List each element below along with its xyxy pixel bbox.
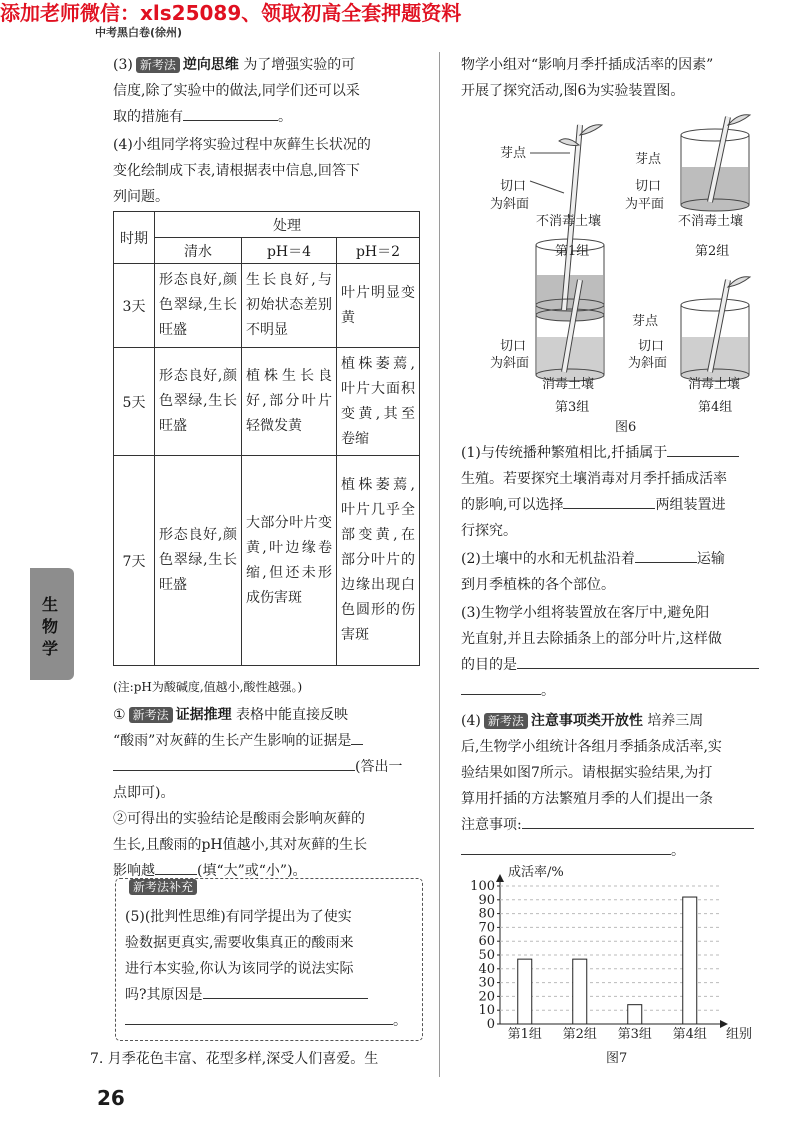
supp-line3: 进行本实验,你认为该同学的说法实际: [125, 961, 354, 977]
supp-line2: 验数据更真实,需要收集真正的酸雨来: [125, 935, 354, 951]
q1-line4: 行探究。: [461, 523, 517, 539]
fig-label: 切口: [635, 179, 662, 194]
table-note: (注:pH为酸碱度,值越小,酸性越强。): [113, 680, 303, 694]
q3r-line4: 。: [461, 678, 555, 704]
x-tick-label: 第1组: [507, 1027, 542, 1042]
sub1-line3: (答出一: [113, 754, 402, 780]
q4-line3: 列问题。: [113, 189, 169, 205]
q4-line2: 变化绘制成下表,请根据表中信息,回答下: [113, 163, 360, 179]
table-row: [114, 456, 420, 666]
table-cell: 叶片明显变黄: [337, 264, 420, 348]
sub2-line3: 影响越 (填“大”或“小”)。: [113, 863, 307, 879]
page-number: 26: [97, 1086, 125, 1110]
table-cell: 形态良好,颜色翠绿,生长旺盛: [155, 264, 242, 348]
fig-label: 为平面: [625, 197, 665, 212]
fig-label: 为斜面: [628, 356, 668, 371]
answer-blank[interactable]: [522, 828, 754, 829]
period-header: 时期: [114, 212, 155, 264]
q4r-line5: 注意事项:: [461, 812, 754, 838]
fig-label: 为斜面: [490, 197, 530, 212]
fig-label: 芽点: [635, 152, 662, 167]
q4r-line2: 后,生物学小组统计各组月季插条成活率,实: [461, 739, 722, 755]
answer-blank[interactable]: [461, 694, 541, 695]
q3r-line2: 光直射,并且去除插条上的部分叶片,这样做: [461, 631, 722, 647]
answer-blank[interactable]: [635, 562, 697, 563]
q1-line3: 的影响,可以选择 两组装置进: [461, 497, 726, 513]
subject-side-tab: 生物学: [30, 568, 74, 680]
col-header: pH＝4: [242, 238, 337, 264]
chart-title: 图7: [606, 1051, 628, 1066]
supp-line4: 吗?其原因是: [125, 982, 368, 1008]
fig6-caption: 图6: [615, 420, 637, 435]
period-cell: 5天: [114, 348, 155, 456]
bar: [518, 959, 532, 1024]
col-header: 清水: [155, 238, 242, 264]
fig-label: 不消毒土壤: [536, 214, 602, 229]
y-tick-label: 80: [478, 906, 495, 922]
fig-label: 切口: [500, 339, 527, 354]
sub1-line1: ① 新考法 证据推理 表格中能直接反映: [113, 707, 349, 723]
answer-blank[interactable]: [113, 770, 355, 771]
q7-line: 7. 月季花色丰富、花型多样,深受人们喜爱。生: [90, 1051, 379, 1067]
table-cell: 形态良好,颜色翠绿,生长旺盛: [155, 348, 242, 456]
q3-line3: 取的措施有 。: [113, 109, 292, 125]
watermark: 添加老师微信：xls25089、领取初高全套押题资料: [0, 1, 462, 25]
bar: [628, 1005, 642, 1024]
chart-ylabel: 成活率/%: [508, 865, 564, 880]
y-tick-label: 90: [478, 892, 495, 908]
x-tick-label: 第3组: [617, 1027, 652, 1042]
right-intro2: 开展了探究活动,图6为实验装置图。: [461, 83, 685, 99]
q2-line2: 到月季植株的各个部位。: [461, 577, 615, 593]
fig-label: 消毒土壤: [688, 377, 741, 392]
table-cell: 生长良好,与初始状态差别不明显: [242, 264, 337, 348]
table-row: [114, 264, 420, 348]
supp-line1: (5)(批判性思维)有同学提出为了使实: [125, 909, 352, 925]
q4r-line6: 。: [461, 838, 685, 864]
q1-line2: 生殖。若要探究土壤消毒对月季扦插成活率: [461, 471, 727, 487]
y-tick-label: 100: [470, 879, 495, 894]
sub1-line4: 点即可)。: [113, 785, 175, 801]
q4-line1: (4)小组同学将实验过程中灰藓生长状况的: [113, 137, 371, 153]
q3-line1: (3) 新考法 逆向思维 为了增强实验的可: [113, 57, 356, 73]
sub2-line2: 生长,且酸雨的pH值越小,其对灰藓的生长: [113, 837, 368, 853]
period-cell: 3天: [114, 264, 155, 348]
fig-label: 芽点: [500, 146, 527, 161]
fig-group-name: 第4组: [698, 400, 733, 415]
y-tick-label: 0: [486, 1017, 495, 1032]
new-method-tag: 新考法: [484, 713, 528, 729]
answer-blank[interactable]: [125, 1024, 393, 1025]
q4r-line1: (4) 新考法 注意事项类开放性 培养三周: [461, 713, 704, 729]
q3-line2: 信度,除了实验中的做法,同学们还可以采: [113, 83, 360, 99]
new-method-tag: 新考法: [129, 707, 173, 723]
q3r-line1: (3)生物学小组将装置放在客厅中,避免阳: [461, 605, 710, 621]
x-tick-label: 第4组: [672, 1027, 707, 1042]
supplement-title: 新考法补充: [125, 879, 201, 895]
new-method-tag: 新考法: [136, 57, 180, 73]
sub2-line1: ②可得出的实验结论是酸雨会影响灰藓的: [113, 811, 365, 827]
page-header: 中考黑白卷(徐州): [95, 26, 183, 39]
fig-group-name: 第2组: [695, 244, 730, 259]
column-divider: [439, 52, 440, 1077]
table-row: [114, 348, 420, 456]
table-cell: 大部分叶片变黄,叶边缘卷缩,但还未形成伤害斑: [242, 456, 337, 666]
answer-blank[interactable]: [517, 668, 759, 669]
answer-blank[interactable]: [183, 120, 278, 121]
q4r-line3: 验结果如图7所示。请根据实验结果,为打: [461, 765, 713, 781]
x-tick-label: 第2组: [562, 1027, 597, 1042]
y-tick-label: 10: [478, 1003, 495, 1019]
q1-line1: (1)与传统播种繁殖相比,扦插属于: [461, 440, 739, 466]
answer-blank[interactable]: [203, 998, 368, 999]
figure-7-chart: [460, 858, 780, 1070]
y-tick-label: 60: [478, 934, 495, 950]
q2-line1: (2)土壤中的水和无机盐沿着 运输: [461, 551, 725, 567]
table-cell: 植株生长良好,部分叶片轻微发黄: [242, 348, 337, 456]
fig-label: 芽点: [632, 314, 659, 329]
fig-label: 不消毒土壤: [678, 214, 744, 229]
bar: [683, 897, 697, 1024]
y-tick-label: 70: [478, 920, 495, 936]
answer-blank[interactable]: [667, 456, 739, 457]
y-tick-label: 40: [478, 961, 495, 977]
answer-blank[interactable]: [155, 874, 197, 875]
figure-6: [460, 105, 780, 435]
fig-label: 为斜面: [490, 356, 530, 371]
fig-group-name: 第3组: [555, 400, 590, 415]
fig-label: 切口: [638, 339, 665, 354]
table-cell: 植株萎蔫,叶片大面积变黄,其至卷缩: [337, 348, 420, 456]
right-intro1: 物学小组对“影响月季扦插成活率的因素”: [461, 57, 714, 73]
q3r-line3: 的目的是: [461, 652, 759, 678]
lichen-table: [113, 211, 420, 666]
sub1-line2: “酸雨”对灰藓的生长产生影响的证据是: [113, 728, 363, 754]
y-tick-label: 20: [478, 989, 495, 1005]
bar: [573, 959, 587, 1024]
treatment-header: 处理: [155, 212, 420, 238]
answer-blank[interactable]: [461, 854, 671, 855]
col-header: pH＝2: [337, 238, 420, 264]
period-cell: 7天: [114, 456, 155, 666]
table-cell: 植株萎蔫,叶片几乎全部变黄,在部分叶片的边缘出现白色圆形的伤害斑: [337, 456, 420, 666]
fig-label: 切口: [500, 179, 527, 194]
group4-apparatus: [681, 277, 750, 381]
y-axis-arrow: [496, 874, 504, 882]
fig-group-name: 第1组: [555, 244, 590, 259]
q4r-line4: 算用扦插的方法繁殖月季的人们提出一条: [461, 791, 713, 807]
answer-blank[interactable]: [563, 508, 655, 509]
table-cell: 形态良好,颜色翠绿,生长旺盛: [155, 456, 242, 666]
fig-label: 消毒土壤: [542, 377, 595, 392]
group2-apparatus: [681, 115, 750, 211]
y-tick-label: 50: [478, 948, 495, 963]
y-tick-label: 30: [478, 975, 495, 991]
chart-xlabel: 组别: [726, 1027, 753, 1042]
supp-line5: 。: [125, 1008, 407, 1034]
